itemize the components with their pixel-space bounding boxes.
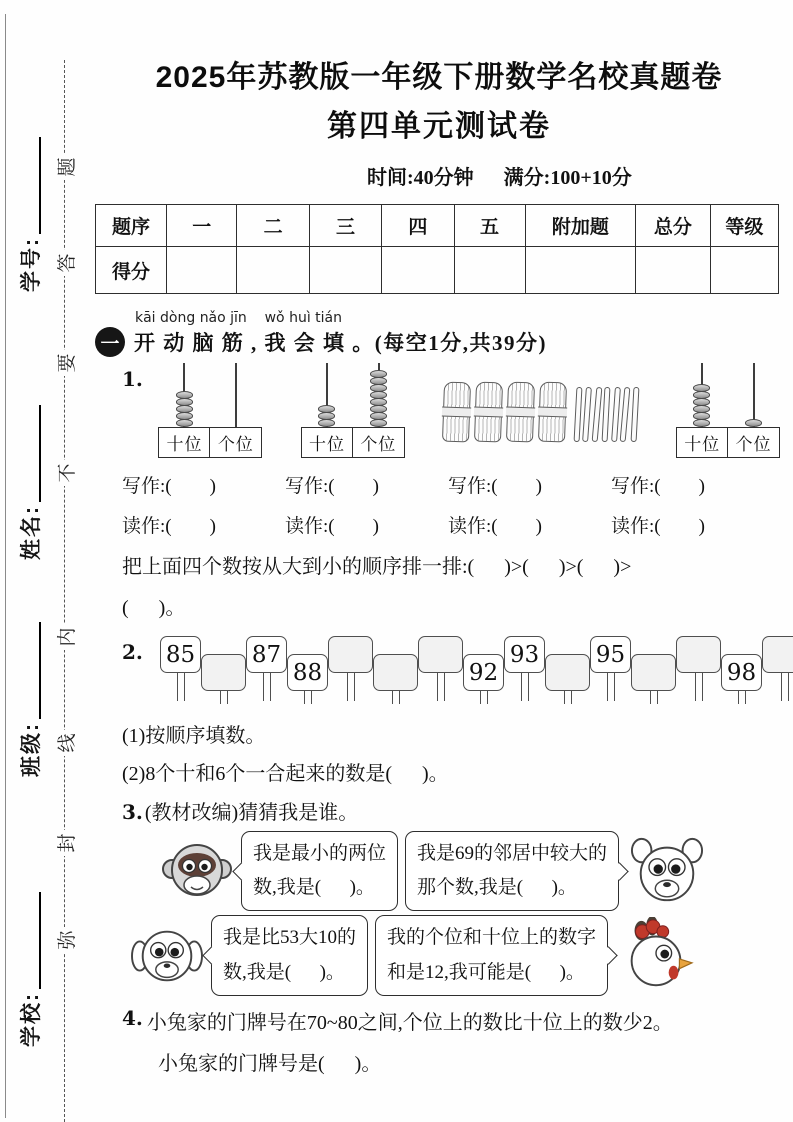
sidebar-field-school-name [15, 892, 45, 1047]
section-one-header [95, 310, 783, 357]
sign-plate-number: 88 [287, 654, 328, 691]
abacus-3 [676, 363, 780, 458]
blank-line [39, 622, 41, 719]
abacus-bead [745, 419, 762, 427]
number-sign [721, 654, 762, 704]
sign-plate-number: 85 [160, 636, 201, 673]
sign-post [695, 673, 703, 701]
loose-stick [573, 387, 582, 442]
sign-plate-number: 98 [721, 654, 762, 691]
bubble-row-2 [130, 915, 783, 995]
sign-post [650, 691, 658, 704]
abacus-bead [370, 419, 387, 427]
exam-meta [367, 161, 783, 190]
abacus-bead [176, 419, 193, 427]
number-sign [328, 636, 373, 701]
bubble-line: 数,我是( )。 [223, 961, 345, 983]
loose-stick [602, 387, 611, 442]
score-cell-empty [167, 247, 237, 294]
subquestion-2: (2)8个十和6个一合起来的数是( )。 [122, 763, 449, 785]
sign-plate-blank [545, 654, 590, 691]
question-number: 1. [122, 367, 143, 391]
score-table-header-cell: 一 [167, 205, 237, 247]
read-as-blank: 读作:( ) [122, 516, 216, 537]
question-4 [122, 1006, 783, 1076]
rooster-icon [615, 917, 697, 995]
score-cell-empty [237, 247, 309, 294]
number-sign [545, 654, 590, 704]
stick-bundle [474, 382, 503, 443]
sign-plate-number: 92 [463, 654, 504, 691]
sidebar-field-student-name [15, 405, 45, 560]
score-cell-empty [454, 247, 525, 294]
seal-line-char: 封 [52, 830, 78, 856]
score-table-header-cell: 等级 [710, 205, 778, 247]
bubble-line: 我是最小的两位 [253, 843, 387, 864]
sign-post [738, 691, 746, 704]
bubble-line: 我是比53大10的 [223, 927, 357, 949]
loose-stick [582, 387, 592, 442]
score-table-header-cell: 题序 [96, 205, 167, 247]
score-table-header-cell: 三 [309, 205, 381, 247]
order-prompt: 把上面四个数按从大到小的顺序排一排:( )>( )>( )> [122, 556, 632, 578]
abacus-rod-tens [158, 363, 210, 427]
dog-icon [130, 921, 204, 991]
seal-line-char: 弥 [52, 927, 78, 953]
question-number: 2. [122, 640, 143, 664]
sign-plate-blank [762, 636, 793, 673]
bubble-line: 那个数,我是( )。 [417, 877, 577, 899]
blank-line [39, 892, 41, 989]
time-limit: 时间:40分钟 [367, 167, 474, 189]
sign-post [220, 691, 228, 704]
sidebar-field-student-id [15, 137, 45, 292]
number-sign [676, 636, 721, 701]
section-number-badge: 一 [95, 327, 125, 357]
score-table-header-cell: 四 [382, 205, 454, 247]
abacus-rod-tens [676, 363, 728, 427]
write-as-blank: 写作:( ) [122, 476, 216, 497]
score-table-header-row [96, 205, 779, 247]
field-label: 学号: [20, 237, 43, 292]
score-table-header-cell: 总分 [636, 205, 710, 247]
write-as-blank: 写作:( ) [448, 476, 542, 497]
sign-post [304, 691, 312, 704]
stick-group [443, 382, 638, 442]
sign-plate-blank [676, 636, 721, 673]
read-as-blank: 读作:( ) [611, 516, 705, 537]
place-label-tens: 十位 [301, 427, 354, 458]
blank-line [39, 405, 41, 502]
seal-line-char: 要 [52, 350, 78, 376]
abacus-bead [318, 419, 335, 427]
sign-post [437, 673, 445, 701]
page-edge-line [5, 14, 6, 1118]
loose-stick [630, 387, 639, 442]
question-3 [122, 796, 783, 996]
bubble-line: 我的个位和十位上的数字 [387, 927, 597, 949]
write-as-blank: 写作:( ) [285, 476, 379, 497]
sign-post [177, 673, 185, 701]
score-cell-empty [382, 247, 454, 294]
sign-post [263, 673, 271, 701]
counting-items [158, 363, 780, 458]
score-cell-empty [309, 247, 381, 294]
number-sign [762, 636, 793, 701]
sign-plate-blank [373, 654, 418, 691]
read-as-blank: 读作:( ) [448, 516, 542, 537]
question-text-continued: 小兔家的门牌号是( )。 [158, 1052, 382, 1075]
question-1 [122, 363, 783, 620]
seal-line-char: 答 [52, 250, 78, 276]
read-as-row [122, 511, 783, 538]
section-title: 开 动 脑 筋 , 我 会 填 。(每空1分,共39分) [134, 331, 547, 355]
speech-bubble [211, 915, 368, 995]
sign-plate-number: 87 [246, 636, 287, 673]
number-sign [287, 654, 328, 704]
abacus-bead [693, 419, 710, 427]
order-prompt-continued: ( )。 [122, 597, 186, 619]
speech-bubble [405, 831, 619, 911]
number-sign [463, 654, 504, 704]
score-table-header-cell: 五 [454, 205, 525, 247]
bubble-line: 我是69的邻居中较大的 [417, 843, 608, 864]
paper-subtitle: 第四单元测试卷 [327, 110, 551, 143]
loose-stick [611, 387, 621, 442]
abacus-rod-ones [728, 363, 780, 427]
number-sign [418, 636, 463, 701]
sign-plate-blank [201, 654, 246, 691]
score-cell-empty [525, 247, 636, 294]
speech-bubble [241, 831, 398, 911]
number-sign [631, 654, 676, 704]
seal-line-char: 不 [52, 460, 78, 486]
puppy-icon [626, 834, 708, 908]
sidebar-field-class-name [15, 622, 45, 777]
sign-post [347, 673, 355, 701]
score-table-header-cell: 附加题 [525, 205, 636, 247]
loose-stick [591, 387, 602, 442]
seal-line-char: 题 [52, 154, 78, 180]
abacus-rod-tens [301, 363, 353, 427]
abacus-rod-ones [210, 363, 262, 427]
score-table-score-row [96, 247, 779, 294]
blank-line [39, 137, 41, 234]
score-table [95, 204, 779, 294]
write-as-row [122, 471, 783, 498]
sign-post [564, 691, 572, 704]
number-sign [373, 654, 418, 704]
sign-post [781, 673, 789, 701]
place-label-tens: 十位 [676, 427, 729, 458]
bubble-row-1 [160, 831, 783, 911]
score-cell-empty [710, 247, 778, 294]
place-label-ones: 个位 [352, 427, 405, 458]
sign-post [607, 673, 615, 701]
section-pinyin: kāi dòng nǎo jīn wǒ huì tián [135, 310, 342, 326]
field-label: 学校: [20, 992, 43, 1047]
sign-post [521, 673, 529, 701]
abacus-1 [158, 363, 262, 458]
monkey-icon [160, 835, 234, 907]
seal-line-char: 线 [52, 730, 78, 756]
place-label-ones: 个位 [209, 427, 262, 458]
stick-bundle [538, 382, 567, 443]
sign-plate-blank [328, 636, 373, 673]
number-sign [504, 636, 545, 701]
sign-post [392, 691, 400, 704]
question-text: 小兔家的门牌号在70~80之间,个位上的数比十位上的数少2。 [146, 1011, 673, 1034]
full-score: 满分:100+10分 [503, 167, 632, 189]
abacus-rod-ones [353, 363, 405, 427]
place-label-ones: 个位 [727, 427, 780, 458]
score-cell-empty [636, 247, 710, 294]
place-label-tens: 十位 [158, 427, 211, 458]
question-number: 4. [122, 1005, 143, 1030]
sign-post [480, 691, 488, 704]
score-row-label: 得分 [96, 247, 167, 294]
paper-main [95, 0, 783, 1076]
question-2 [122, 636, 783, 786]
sign-plate-number: 93 [504, 636, 545, 673]
question-title: (教材改编)猜猜我是谁。 [144, 802, 359, 824]
write-as-blank: 写作:( ) [611, 476, 705, 497]
seal-dashed-line [64, 60, 65, 1122]
question-number: 3. [122, 800, 143, 824]
subquestion-1: (1)按顺序填数。 [122, 725, 266, 747]
number-sign [201, 654, 246, 704]
stick-bundle [506, 382, 535, 443]
number-sign-row [160, 636, 793, 710]
sign-plate-blank [418, 636, 463, 673]
bubble-line: 数,我是( )。 [253, 877, 375, 899]
sign-plate-blank [631, 654, 676, 691]
score-table-header-cell: 二 [237, 205, 309, 247]
sign-plate-number: 95 [590, 636, 631, 673]
paper-title: 2025年苏教版一年级下册数学名校真题卷 [155, 61, 723, 94]
seal-line-char: 内 [52, 624, 78, 650]
stick-bundle [442, 382, 471, 443]
speech-bubble [375, 915, 608, 995]
abacus-2 [301, 363, 405, 458]
number-sign [160, 636, 201, 701]
number-sign [590, 636, 631, 701]
field-label: 姓名: [20, 505, 43, 560]
number-sign [246, 636, 287, 701]
bubble-line: 和是12,我可能是( )。 [387, 961, 585, 983]
read-as-blank: 读作:( ) [285, 516, 379, 537]
loose-stick [620, 387, 631, 442]
field-label: 班级: [20, 722, 43, 777]
